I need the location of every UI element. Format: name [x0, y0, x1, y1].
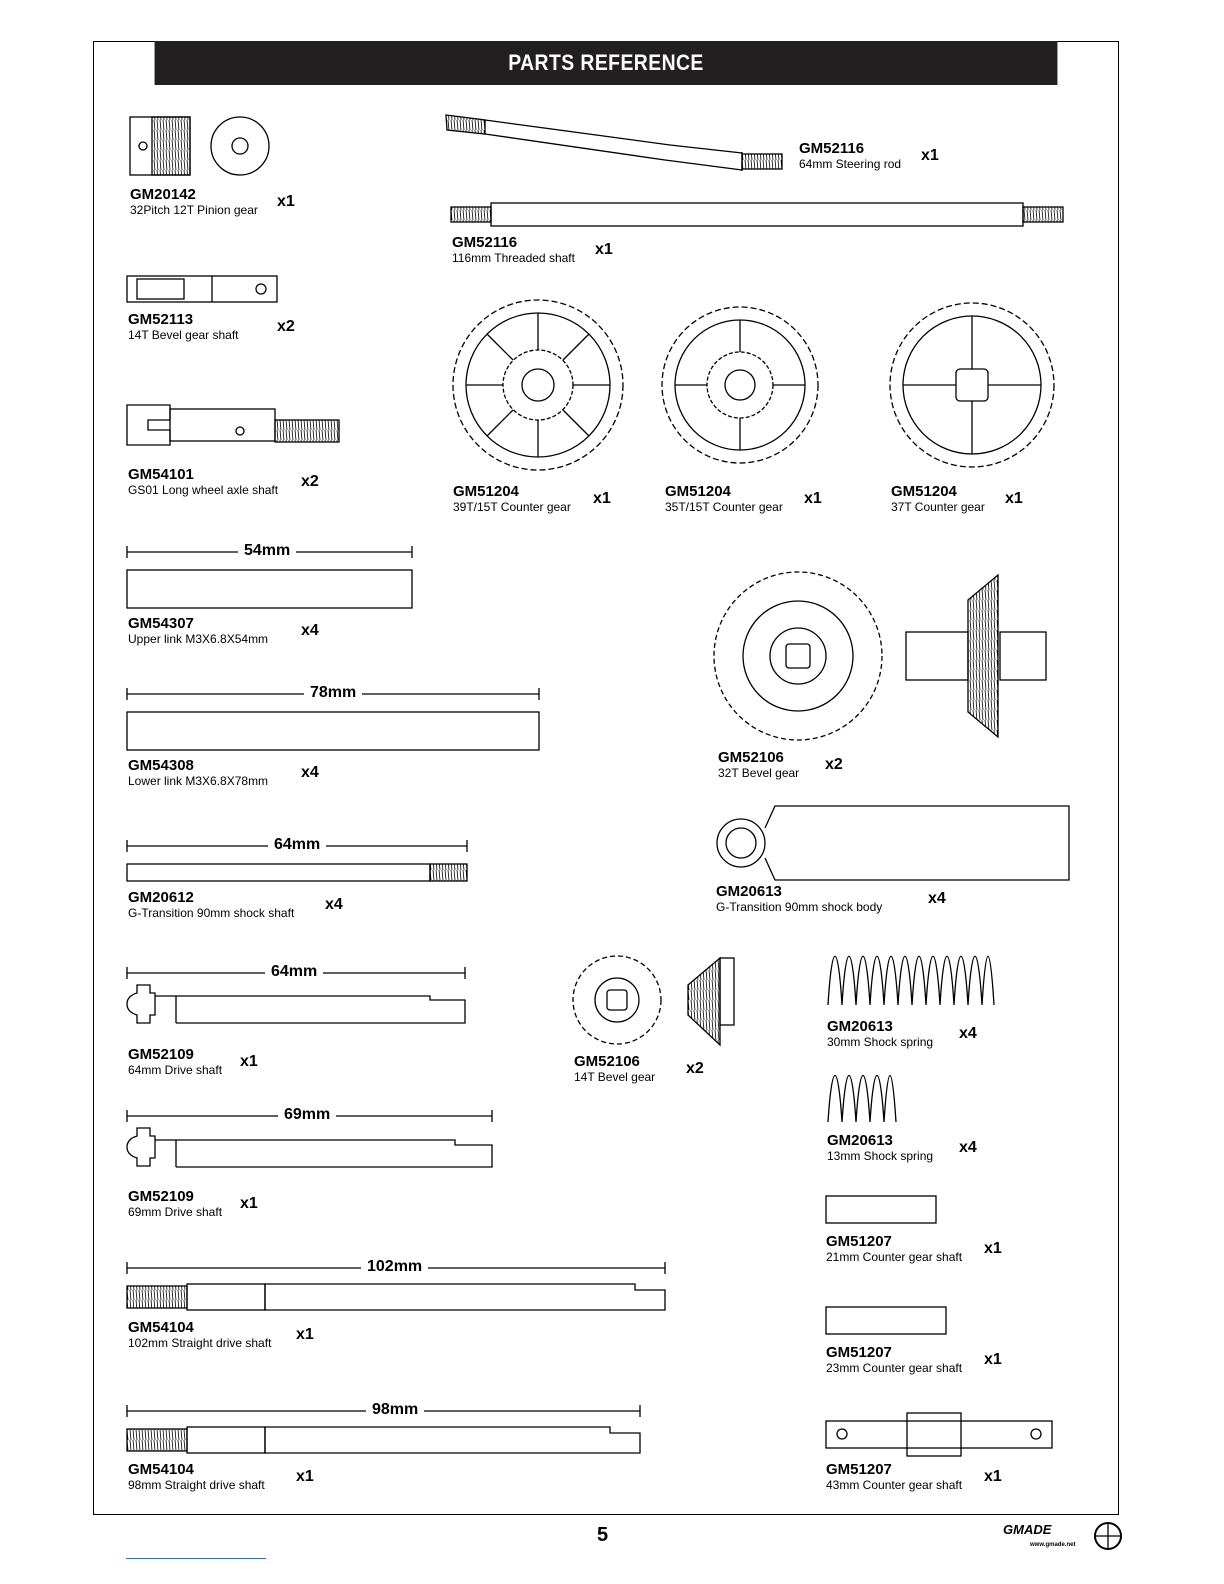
part-label: GM52109 64mm Drive shaft: [128, 1046, 223, 1077]
part-label: GM51204 35T/15T Counter gear: [665, 483, 783, 514]
dim-label: 98mm: [366, 1401, 424, 1419]
dim-label: 64mm: [265, 963, 323, 981]
part-label: GM20142 32Pitch 12T Pinion gear: [130, 186, 258, 217]
part-qty: x1: [984, 1240, 1002, 1257]
part-label: GM51207 43mm Counter gear shaft: [826, 1461, 963, 1492]
part-qty: x1: [296, 1326, 314, 1343]
dim-label: 54mm: [238, 542, 296, 560]
part-qty: x1: [240, 1053, 258, 1070]
part-label: GM20613 G-Transition 90mm shock body: [716, 883, 883, 914]
dim-label: 78mm: [304, 684, 362, 702]
dim-label: 69mm: [278, 1106, 336, 1124]
brand-url: www.gmade.net: [1030, 1542, 1076, 1548]
dim-label: 64mm: [268, 836, 326, 854]
part-label: GM20612 G-Transition 90mm shock shaft: [128, 889, 295, 920]
part-label: GM52116 64mm Steering rod: [799, 140, 902, 171]
part-label: GM52106 14T Bevel gear: [574, 1053, 656, 1084]
part-label: GM52116 116mm Threaded shaft: [452, 234, 575, 265]
part-label: GM52106 32T Bevel gear: [718, 749, 800, 780]
part-qty: x1: [593, 490, 611, 507]
part-qty: x2: [301, 473, 319, 490]
brand-logo-icon: [1095, 1523, 1121, 1549]
part-label: GM52109 69mm Drive shaft: [128, 1188, 223, 1219]
part-label: GM54104 98mm Straight drive shaft: [128, 1461, 265, 1492]
part-label: GM51207 23mm Counter gear shaft: [826, 1344, 963, 1375]
dim-label: 102mm: [361, 1258, 428, 1276]
part-qty: x1: [296, 1468, 314, 1485]
part-qty: x4: [301, 622, 319, 639]
part-qty: x1: [240, 1195, 258, 1212]
brand-logo-text: GMADE: [1003, 1522, 1052, 1537]
footer-rule: [126, 1558, 266, 1559]
page-number: 5: [597, 1524, 609, 1546]
part-qty: x2: [277, 318, 295, 335]
page-title: PARTS REFERENCE: [155, 41, 1058, 85]
part-label: GM54307 Upper link M3X6.8X54mm: [128, 615, 269, 646]
part-qty: x1: [984, 1468, 1002, 1485]
part-label: GM20613 30mm Shock spring: [827, 1018, 934, 1049]
part-label: GM51204 39T/15T Counter gear: [453, 483, 571, 514]
part-qty: x4: [928, 890, 946, 907]
part-qty: x4: [301, 764, 319, 781]
part-qty: x2: [686, 1060, 704, 1077]
part-qty: x1: [984, 1351, 1002, 1368]
part-label: GM54104 102mm Straight drive shaft: [128, 1319, 272, 1350]
part-label: GM54101 GS01 Long wheel axle shaft: [128, 466, 279, 497]
part-label: GM51207 21mm Counter gear shaft: [826, 1233, 963, 1264]
part-qty: x1: [1005, 490, 1023, 507]
part-label: GM54308 Lower link M3X6.8X78mm: [128, 757, 269, 788]
part-label: GM20613 13mm Shock spring: [827, 1132, 934, 1163]
part-qty: x4: [959, 1025, 977, 1042]
part-qty: x4: [325, 896, 343, 913]
part-qty: x1: [595, 241, 613, 258]
part-qty: x2: [825, 756, 843, 773]
part-qty: x1: [804, 490, 822, 507]
part-qty: x1: [277, 193, 295, 210]
part-qty: x1: [921, 147, 939, 164]
part-qty: x4: [959, 1139, 977, 1156]
part-label: GM51204 37T Counter gear: [891, 483, 985, 514]
part-label: GM52113 14T Bevel gear shaft: [128, 311, 239, 342]
